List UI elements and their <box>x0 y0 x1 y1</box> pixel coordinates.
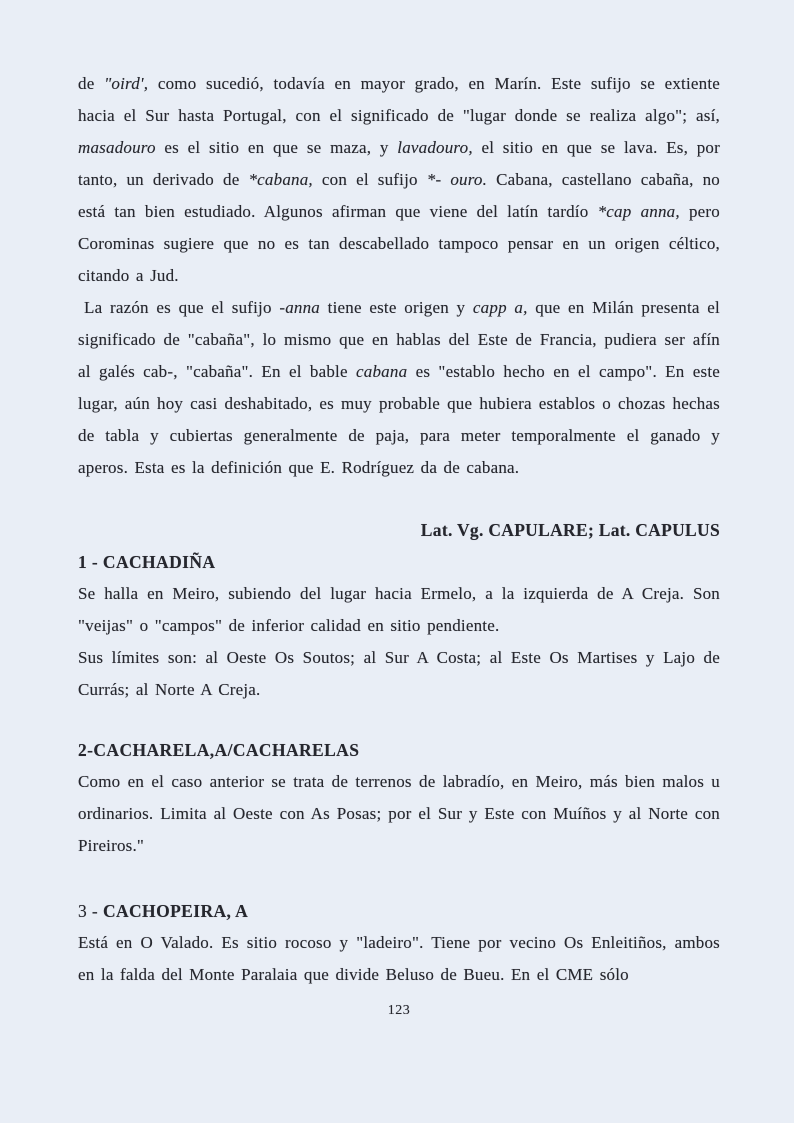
intro-paragraph-1 <box>78 68 720 292</box>
text-segment: capp a, <box>472 298 528 317</box>
text-segment: *- ouro. <box>426 170 488 189</box>
entry-paragraph: Está en O Valado. Es sitio rocoso y "ladeiro". Tiene por vecino Os Enleitiños, ambos en la falda del Monte Paralaia que divide Beluso de Bueu. En el CME sólo <box>78 933 720 984</box>
entry-title <box>78 734 720 766</box>
text-segment: es "establo hecho en el campo". En este lugar, aún hoy casi deshabitado, es muy probable que hubiera establos o chozas hechas de tabla y cubiertas generalmente de paja, para meter temporalmente el ganado y aperos. Esta es la definición que E. Rodríguez da de cabana. <box>78 362 720 477</box>
text-segment: lavadouro, <box>397 138 473 157</box>
entry-paragraph: Se halla en Meiro, subiendo del lugar hacia Ermelo, a la izquierda de A Creja. Son "veijas" o "campos" de inferior calidad en sitio pendiente. <box>78 584 720 635</box>
text-segment: *cap anna, <box>597 202 680 221</box>
entry-body <box>78 927 720 991</box>
entry-cacharela <box>78 734 720 862</box>
text-segment: Cabana, castellano cabaña, no está tan bien estudiado. Algunos afirman que viene del latín tardío <box>78 170 721 221</box>
text-segment: es el sitio en que se maza, y <box>155 138 398 157</box>
entry-paragraph: Como en el caso anterior se trata de terrenos de labradío, en Meiro, más bien malos u ordinarios. Limita al Oeste con As Posas; por el Sur y Este con Muíños y al Norte con Pireiros." <box>78 772 720 855</box>
intro-section <box>78 68 720 484</box>
text-segment: CACHOPEIRA, A <box>102 901 249 921</box>
text-segment: el sitio en que se lava. Es, por tanto, un derivado de <box>78 138 720 189</box>
entry-cachadina <box>78 546 720 706</box>
latin-etymology-heading: Lat. Vg. CAPULARE; Lat. CAPULUS <box>420 520 720 540</box>
entry-title <box>78 895 720 927</box>
text-segment: La razón es que el sufijo <box>84 298 280 317</box>
text-segment: "oird', <box>104 74 149 93</box>
text-segment: como sucedió, todavía en mayor grado, en Marín. Este sufijo se extiente hacia el Sur hasta Portugal, con el significado de "lugar donde se realiza algo"; así, <box>78 74 720 125</box>
text-segment: cabana <box>356 362 408 381</box>
intro-paragraph-2 <box>78 292 720 484</box>
entry-cachopeira <box>78 895 720 991</box>
text-segment: 2-CACHARELA,A/CACHARELAS <box>78 740 360 760</box>
text-segment: 1 - CACHADIÑA <box>78 552 216 572</box>
page-number: 123 <box>387 1003 411 1018</box>
text-segment: masadouro <box>78 138 156 157</box>
text-segment: 3 - <box>78 901 103 921</box>
text-segment: *cabana, <box>248 170 313 189</box>
text-segment: con el sufijo <box>312 170 427 189</box>
entry-paragraph: Sus límites son: al Oeste Os Soutos; al Sur A Costa; al Este Os Martises y Lajo de Currás; al Norte A Creja. <box>78 648 720 699</box>
text-segment: -anna <box>279 298 321 317</box>
entry-body <box>78 766 720 862</box>
entry-title <box>78 546 720 578</box>
text-segment: de <box>78 74 105 93</box>
text-segment: que en Milán presenta el significado de "cabaña", lo mismo que en hablas del Este de Francia, pudiera ser afín al galés cab-, "cabaña". En el bable <box>78 298 720 381</box>
text-segment: pero Corominas sugiere que no es tan descabellado tampoco pensar en un origen céltico, citando a Jud. <box>78 202 720 285</box>
entry-body <box>78 578 720 706</box>
text-segment: tiene este origen y <box>320 298 473 317</box>
